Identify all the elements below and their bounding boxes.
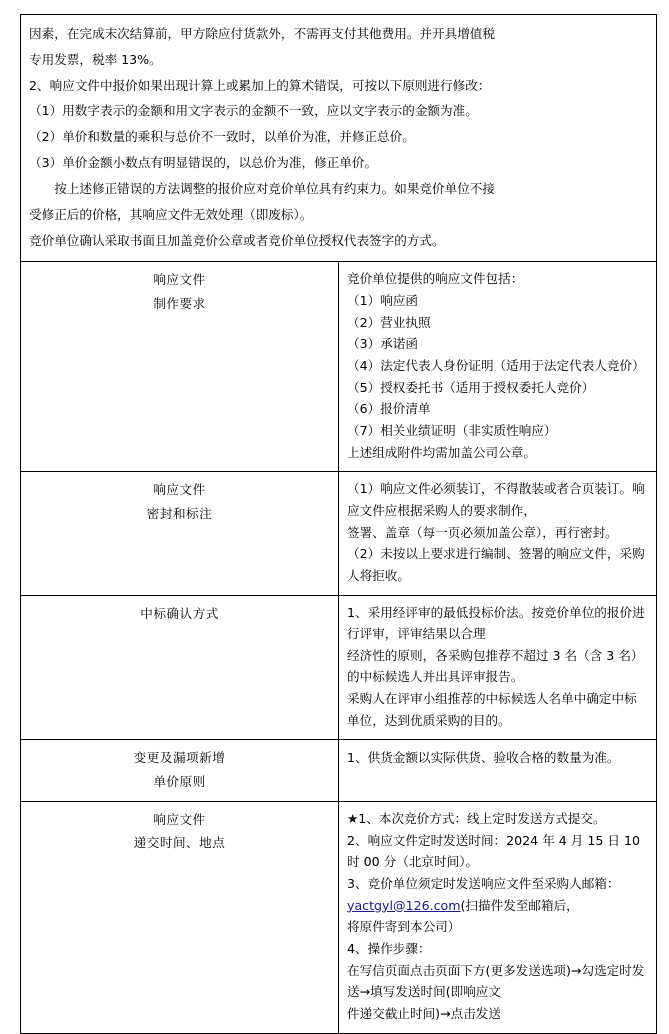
submit-line-4: 将原件寄到本公司） <box>347 919 461 935</box>
terms-table <box>20 14 657 1034</box>
intro-line-8: 受修正后的价格，其响应文件无效处理（即废标）。 <box>29 206 313 222</box>
label-bid-confirmation-method <box>21 595 339 740</box>
label-line-2: 单价原则 <box>153 773 206 789</box>
seal-line-3: （2）未按以上要求进行编制、签署的响应文件，采购人将拒收。 <box>347 546 645 583</box>
submit-line-2: 2、响应文件定时发送时间：2024 年 4 月 15 日 10 时 00 分（北京时间）。 <box>347 832 641 870</box>
seal-line-1: （1）响应文件必须装订，不得散装或者合页装订。响应文件应根据采购人的要求制作， <box>347 481 645 518</box>
intro-line-7: 按上述修正错误的方法调整的报价应对竞价单位具有约束力。如果竞价单位不接 <box>54 180 495 196</box>
change-line-1: 1、供货金额以实际供货、验收合格的数量为准。 <box>347 750 620 766</box>
label-line-2: 制作要求 <box>153 295 206 311</box>
label-sealing-and-marking <box>21 472 339 595</box>
submit-line-3 <box>347 873 648 916</box>
prep-line-1: 竞价单位提供的响应文件包括： <box>347 271 524 287</box>
intro-line-4: （1）用数字表示的金额和用文字表示的金额不一致，应以文字表示的金额为准。 <box>29 103 478 119</box>
intro-line-5: （2）单价和数量的乘积与总价不一致时，以单价为准，并修正总价。 <box>29 129 415 145</box>
prep-line-3: （2）营业执照 <box>347 314 431 330</box>
intro-terms-cell <box>21 15 657 262</box>
intro-line-2: 专用发票，税率 13%。 <box>29 51 162 67</box>
table-row-submission-time-and-place <box>21 802 657 1034</box>
prep-line-2: （1）响应函 <box>347 292 418 308</box>
submit-line-6: 在写信页面点击页面下方(更多发送选项)→勾选定时发送→填写发送时间(即响应文 <box>347 962 645 1000</box>
label-submission-time-and-place <box>21 802 339 1034</box>
prep-line-9: 上述组成附件均需加盖公司公章。 <box>347 444 536 460</box>
table-row-sealing-and-marking <box>21 472 657 595</box>
label-change-and-omission-pricing <box>21 740 339 802</box>
submit-line-5: 4、操作步骤： <box>347 940 431 956</box>
seal-line-2: 签署、盖章（每一页必须加盖公章），再行密封。 <box>347 524 618 540</box>
intro-line-1: 因素，在完成末次结算前，甲方除应付货款外，不需再支付其他费用。并开具增值税 <box>29 26 495 41</box>
prep-line-5: （4）法定代表人身份证明（适用于法定代表人竞价） <box>347 357 645 373</box>
label-response-file-preparation <box>21 262 339 472</box>
label-line-1: 响应文件 <box>153 812 206 828</box>
table-row-intro-terms <box>21 15 657 262</box>
table-row-bid-confirmation-method <box>21 595 657 740</box>
bid-confirmation-method-cell <box>339 595 657 740</box>
prep-line-4: （3）承诺函 <box>347 336 418 352</box>
label-line-1: 中标确认方式 <box>140 605 219 621</box>
table-row-change-and-omission-pricing <box>21 740 657 802</box>
prep-line-7: （6）报价清单 <box>347 401 431 417</box>
label-line-1: 变更及漏项新增 <box>133 750 226 766</box>
label-line-2: 递交时间、地点 <box>133 835 226 851</box>
response-file-preparation-cell <box>339 262 657 472</box>
sealing-and-marking-cell <box>339 472 657 595</box>
confirm-line-3: 采购人在评审小组推荐的中标候选人名单中确定中标单位，达到优质采购的目的。 <box>347 691 637 728</box>
submission-time-and-place-cell <box>339 802 657 1034</box>
table-row-response-file-preparation <box>21 262 657 472</box>
intro-line-6: （3）单价金额小数点有明显错误的，以总价为准，修正单价。 <box>29 155 378 171</box>
label-line-2: 密封和标注 <box>146 505 213 521</box>
prep-line-6: （5）授权委托书（适用于授权委托人竞价） <box>347 379 595 395</box>
intro-line-3: 2、响应文件中报价如果出现计算上或累加上的算术错误，可按以下原则进行修改： <box>29 77 491 93</box>
submit-line-3-text-after: (扫描件发至邮箱后， <box>460 897 579 913</box>
email-link[interactable]: yactgyl@126.com <box>347 897 461 913</box>
confirm-line-2: 经济性的原则，各采购包推荐不超过 3 名（含 3 名）的中标候选人并出具评审报告。 <box>347 647 644 685</box>
label-line-1: 响应文件 <box>153 482 206 498</box>
change-and-omission-pricing-cell <box>339 740 657 802</box>
prep-line-8: （7）相关业绩证明（非实质性响应） <box>347 422 557 438</box>
submit-line-7: 件递交截止时间)→点击发送 <box>347 1005 501 1021</box>
confirm-line-1: 1、采用经评审的最低投标价法。按竞价单位的报价进行评审，评审结果以合理 <box>347 604 645 642</box>
submit-line-3-text: 3、竞价单位须定时发送响应文件至采购人邮箱： <box>347 876 620 891</box>
intro-line-9: 竞价单位确认采取书面且加盖竞价公章或者竞价单位授权代表签字的方式。 <box>29 232 445 248</box>
submit-line-1: ★1、本次竞价方式：线上定时发送方式提交。 <box>347 811 606 827</box>
label-line-1: 响应文件 <box>153 272 206 288</box>
